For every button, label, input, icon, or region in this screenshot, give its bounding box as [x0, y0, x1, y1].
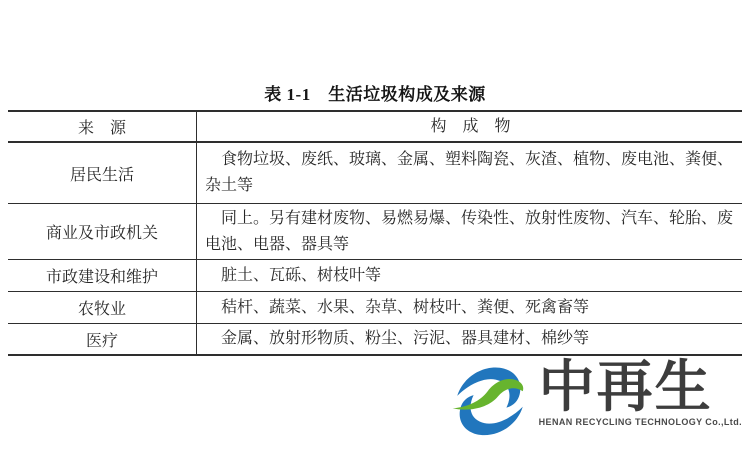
- logo-subtitle: HENAN RECYCLING TECHNOLOGY Co.,Ltd.: [538, 417, 742, 427]
- table-row: [8, 292, 742, 324]
- row-source: 市政建设和维护: [8, 260, 197, 291]
- table-row: [8, 260, 742, 292]
- logo-text-block: [538, 355, 742, 427]
- row-composition-text: 同上。另有建材废物、易燃易爆、传染性、放射性废物、汽车、轮胎、废电池、电器、器具等: [205, 209, 734, 253]
- row-composition: [197, 324, 742, 354]
- row-source: 商业及市政机关: [8, 204, 197, 259]
- table-row: [8, 324, 742, 354]
- header-composition: [197, 112, 742, 141]
- table-row: [8, 204, 742, 260]
- table-title: 表 1-1 生活垃圾构成及来源: [264, 85, 486, 104]
- logo-wordmark: 中再生: [538, 355, 713, 418]
- row-composition-text: 金属、放射形物质、粉尘、污泥、器具建材、棉纱等: [221, 330, 590, 347]
- row-composition: [197, 204, 742, 259]
- company-logo: [445, 355, 742, 438]
- waste-composition-table: [8, 110, 742, 356]
- row-composition: [197, 260, 742, 291]
- row-composition-text: 食物垃圾、废纸、玻璃、金属、塑料陶瓷、灰渣、植物、废电池、粪便、杂土等: [205, 151, 734, 194]
- row-composition: [197, 143, 742, 203]
- row-source: 农牧业: [8, 292, 197, 323]
- row-composition-text: 脏土、瓦砾、树枝叶等: [221, 266, 382, 284]
- table-row: [8, 143, 742, 204]
- row-source: 居民生活: [8, 143, 197, 203]
- header-composition-label: 构 成 物: [430, 117, 511, 135]
- row-source: 医疗: [8, 324, 197, 354]
- row-composition-text: 秸杆、蔬菜、水果、杂草、树枝叶、粪便、死禽畜等: [221, 298, 590, 316]
- table-header-row: [8, 112, 742, 143]
- header-source: 来 源: [8, 112, 197, 141]
- row-composition: [197, 292, 742, 323]
- recycling-swoosh-icon: [445, 360, 535, 438]
